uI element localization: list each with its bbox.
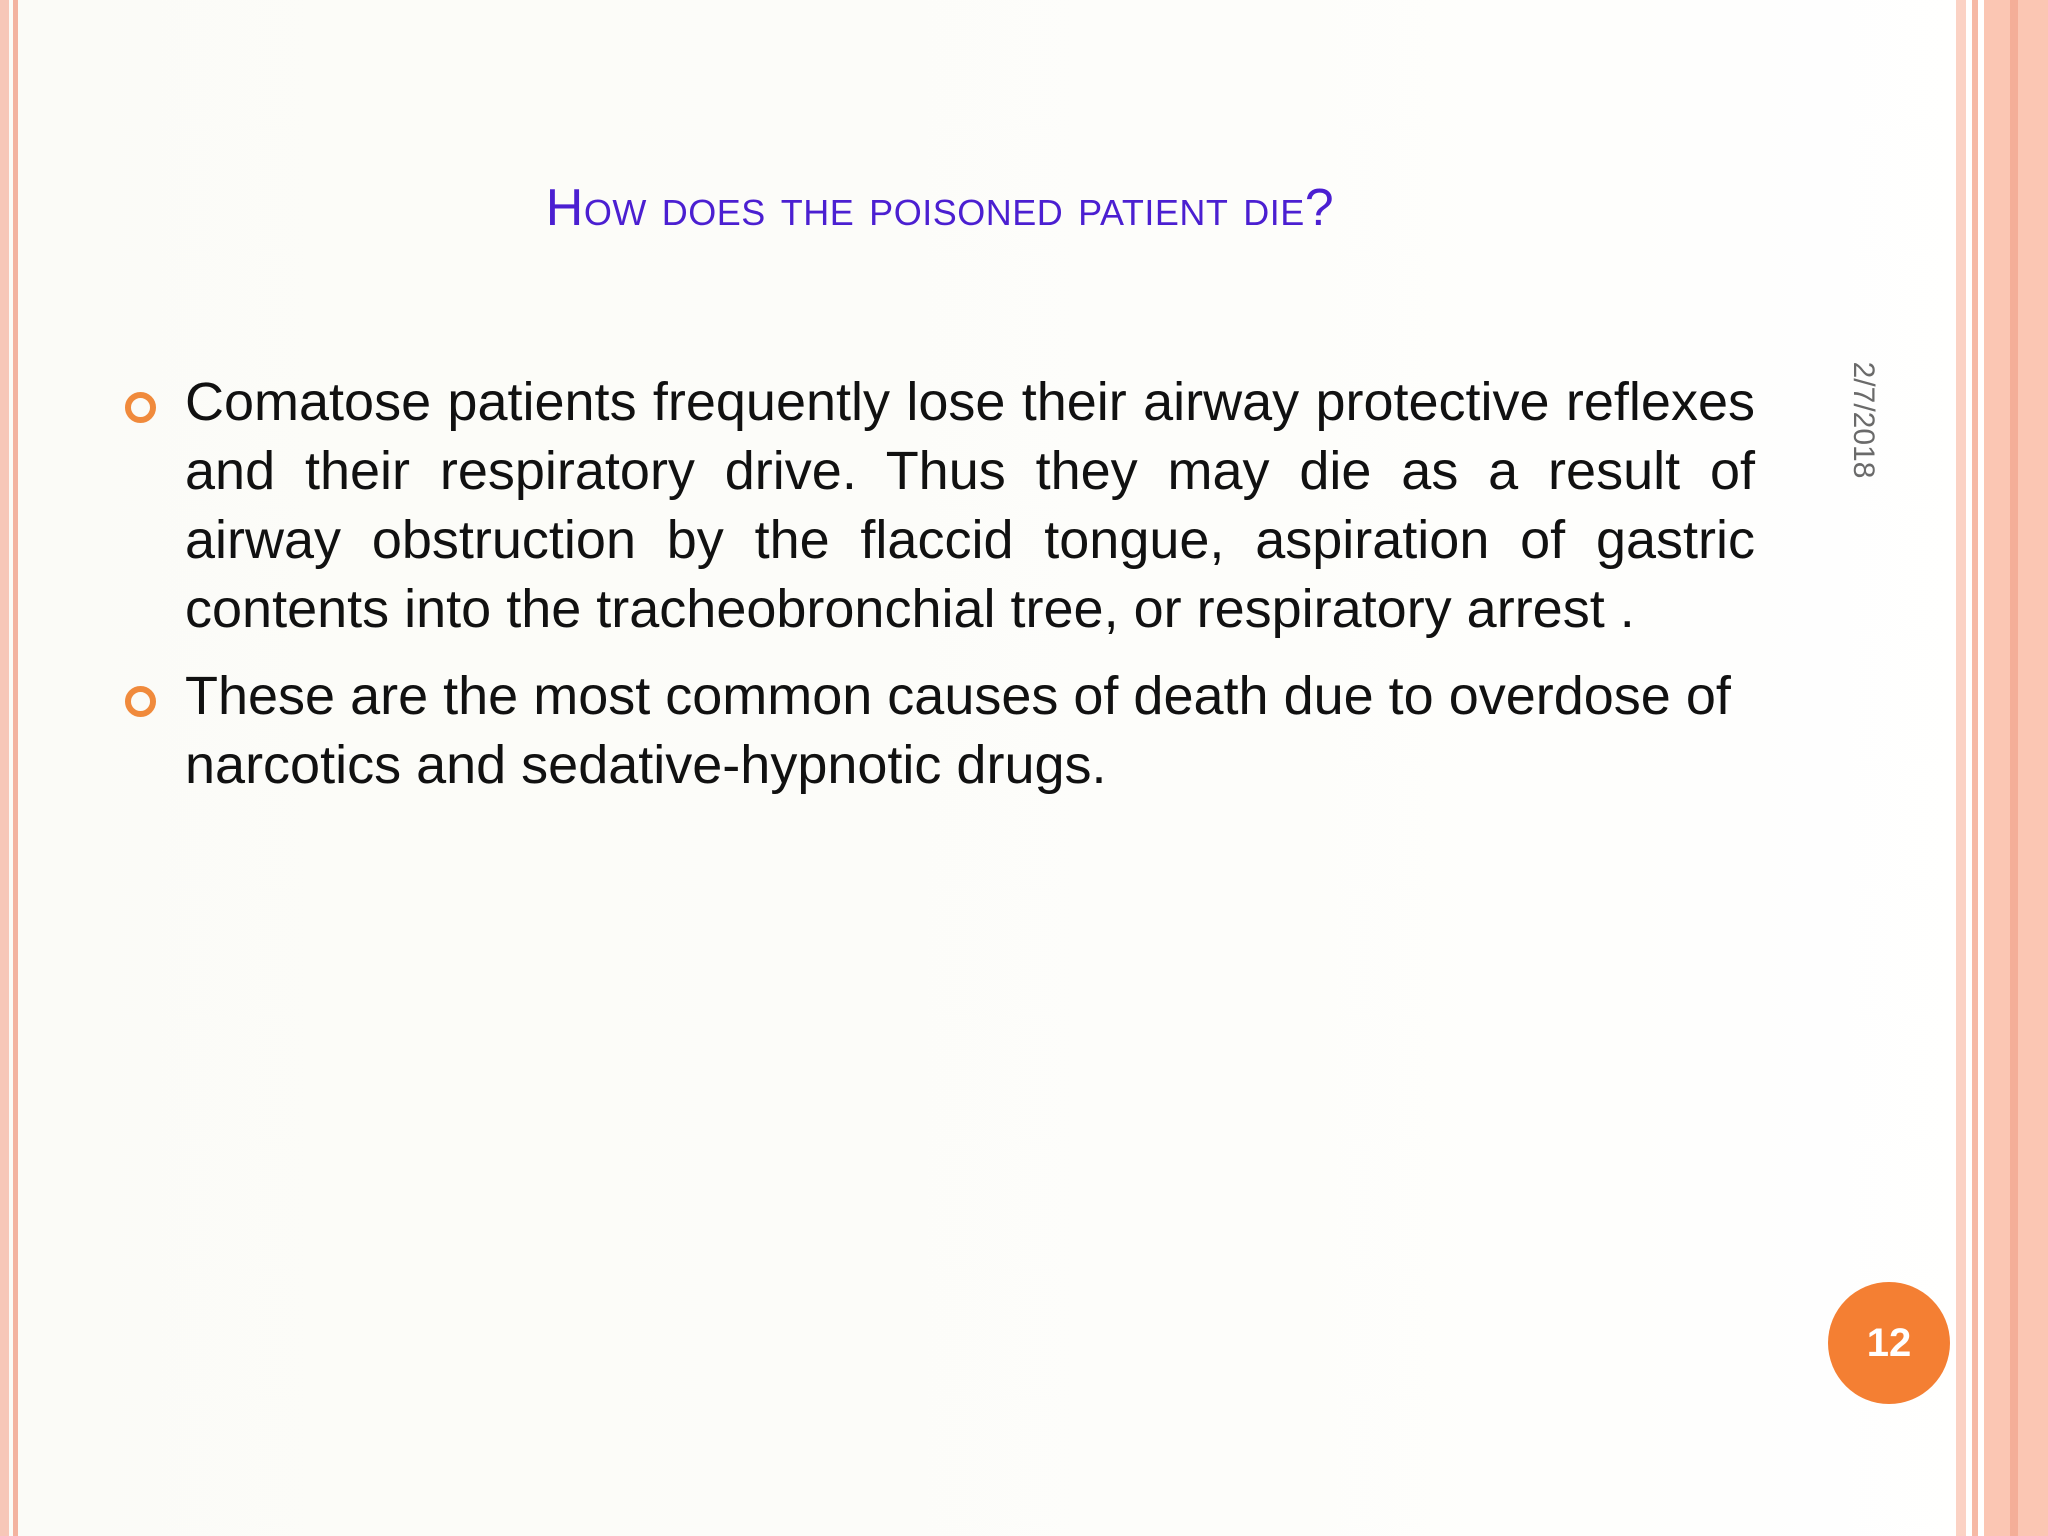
right-border-stripe bbox=[1956, 0, 1966, 1536]
left-border-stripe bbox=[13, 0, 18, 1536]
right-border-stripe bbox=[1972, 0, 1978, 1536]
slide-title: How does the poisoned patient die? bbox=[545, 179, 1335, 237]
page-number: 12 bbox=[1866, 1320, 1912, 1365]
bullet-item bbox=[120, 662, 1755, 800]
left-border-stripe bbox=[0, 0, 9, 1536]
hollow-circle-bullet-icon bbox=[125, 392, 156, 423]
slide-date: 2/7/2018 bbox=[1847, 361, 1880, 479]
hollow-circle-bullet-icon bbox=[125, 686, 156, 717]
bullet-text: Comatose patients frequently lose their airway protective reflexes and their respiratory drive. Thus they may die as a result of airway obstruction by the flaccid tongue, aspiration of gastric contents into the tracheobronchial tree, or respiratory arrest . bbox=[185, 372, 1755, 639]
bullet-list bbox=[120, 368, 1755, 818]
bullet-text: These are the most common causes of death due to overdose of narcotics and sedative-hypnotic drugs. bbox=[185, 666, 1731, 795]
page-number-badge bbox=[1828, 1282, 1950, 1404]
right-border-stripe bbox=[2010, 0, 2018, 1536]
bullet-item bbox=[120, 368, 1755, 644]
